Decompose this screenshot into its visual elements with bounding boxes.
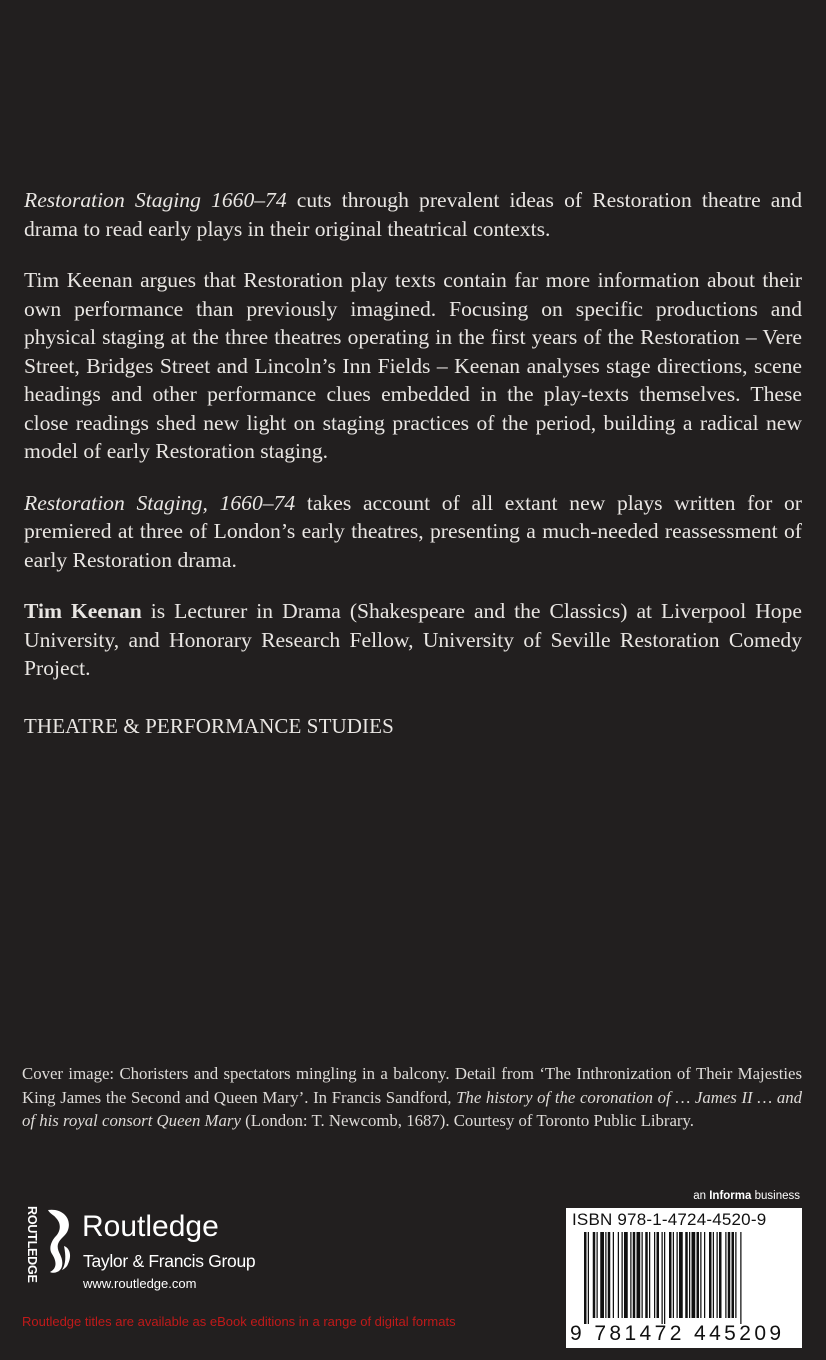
barcode-bar xyxy=(704,1232,705,1318)
blurb-paragraph-2: Tim Keenan argues that Restoration play texts contain far more information about their own performance than previously imagined. Focusing on specific productions and physical staging at the three theatres operating in the first years of the Restoration – Vere Street, Bridges Street and Lincoln’s Inn Fields – Keenan analyses stage directions, scene headings and other performance clues embedded in the play-texts themselves. These close readings shed new light on staging practices of the period, building a radical new model of early Restoration staging. xyxy=(24,268,802,463)
routledge-logo-icon xyxy=(42,1206,78,1276)
isbn-barcode-box xyxy=(566,1208,802,1348)
barcode-bar xyxy=(732,1232,735,1318)
barcode-bar xyxy=(597,1232,598,1318)
barcode-icon xyxy=(566,1232,802,1324)
barcode-bar xyxy=(735,1232,736,1318)
author-name: Tim Keenan xyxy=(24,599,142,623)
publisher-group: Taylor & Francis Group xyxy=(83,1251,256,1271)
barcode-bar xyxy=(600,1232,604,1318)
barcode-bar xyxy=(649,1232,650,1318)
publisher-vertical-wordmark: ROUTLEDGE xyxy=(25,1206,39,1283)
barcode-bar xyxy=(725,1232,726,1318)
barcode-bar xyxy=(593,1232,596,1318)
barcode-bar xyxy=(719,1232,722,1318)
barcode-bar xyxy=(685,1232,688,1318)
author-bio: Tim Keenan is Lecturer in Drama (Shakespeare and the Classics) at Liverpool Hope University, and Honorary Research Fellow, University of Seville Restoration Comedy Project. xyxy=(24,599,802,680)
barcode-bar xyxy=(728,1232,731,1318)
barcode-bar xyxy=(669,1232,672,1318)
barcode-bar xyxy=(709,1232,712,1318)
book-title-italic: Restoration Staging, 1660–74 xyxy=(24,490,296,515)
barcode-bar xyxy=(584,1232,587,1324)
barcode-bar xyxy=(662,1232,663,1324)
barcode-bar xyxy=(677,1232,678,1318)
barcode-bar xyxy=(637,1232,641,1318)
barcode-bar xyxy=(713,1232,714,1318)
subject-category: THEATRE & PERFORMANCE STUDIES xyxy=(24,714,394,738)
barcode-digits: 9 781472 445209 xyxy=(570,1322,785,1345)
blurb-paragraph-3: Restoration Staging, 1660–74 takes account of all extant new plays written for or premiered at three of London’s early theatres, presenting a much-needed reassessment of early Restoration drama. xyxy=(24,490,802,572)
informa-business-tag: an Informa business xyxy=(693,1190,800,1202)
barcode-bar xyxy=(613,1232,614,1318)
publisher-name: Routledge xyxy=(82,1210,219,1243)
barcode-bar xyxy=(664,1232,665,1324)
barcode-bar xyxy=(740,1232,741,1324)
barcode-bar xyxy=(633,1232,636,1318)
barcode-bar xyxy=(624,1232,628,1318)
barcode-bar xyxy=(630,1232,631,1318)
barcode-bar xyxy=(642,1232,643,1318)
barcode-bar xyxy=(689,1232,690,1318)
isbn-label: ISBN 978-1-4724-4520-9 xyxy=(572,1210,767,1229)
barcode-bar xyxy=(588,1232,589,1324)
blurb-paragraph-1: Restoration Staging 1660–74 cuts through prevalent ideas of Restoration theatre and drama to read early plays in their original theatrical contexts. xyxy=(24,188,802,241)
barcode-bar xyxy=(608,1232,611,1318)
barcode-bar xyxy=(673,1232,674,1318)
cover-image-credit: Cover image: Choristers and spectators mingling in a balcony. Detail from ‘The Inthronization of Their Majesties King James the Second and Queen Mary’. In Francis Sandford, The history of the coronation of … James II … and of his royal consort Queen Mary (London: T. Newcomb, 1687). Courtesy of Toronto Public Library. xyxy=(22,1064,802,1131)
barcode-bar xyxy=(622,1232,623,1318)
ebook-availability-note: Routledge titles are available as eBook editions in a range of digital formats xyxy=(22,1314,456,1329)
barcode-bar xyxy=(717,1232,718,1318)
barcode-bar xyxy=(697,1232,700,1318)
barcode-bar xyxy=(645,1232,648,1318)
barcode-bar xyxy=(657,1232,660,1318)
publisher-url[interactable]: www.routledge.com xyxy=(83,1276,197,1291)
barcode-bar xyxy=(692,1232,696,1318)
barcode-bar xyxy=(618,1232,619,1318)
barcode-bar xyxy=(605,1232,606,1318)
book-title-italic: Restoration Staging 1660–74 xyxy=(24,188,287,212)
barcode-bar xyxy=(654,1232,655,1318)
publisher-block xyxy=(22,1206,322,1296)
barcode-bar xyxy=(679,1232,683,1318)
barcode-bar xyxy=(700,1232,701,1318)
back-cover-blurb xyxy=(24,186,802,706)
